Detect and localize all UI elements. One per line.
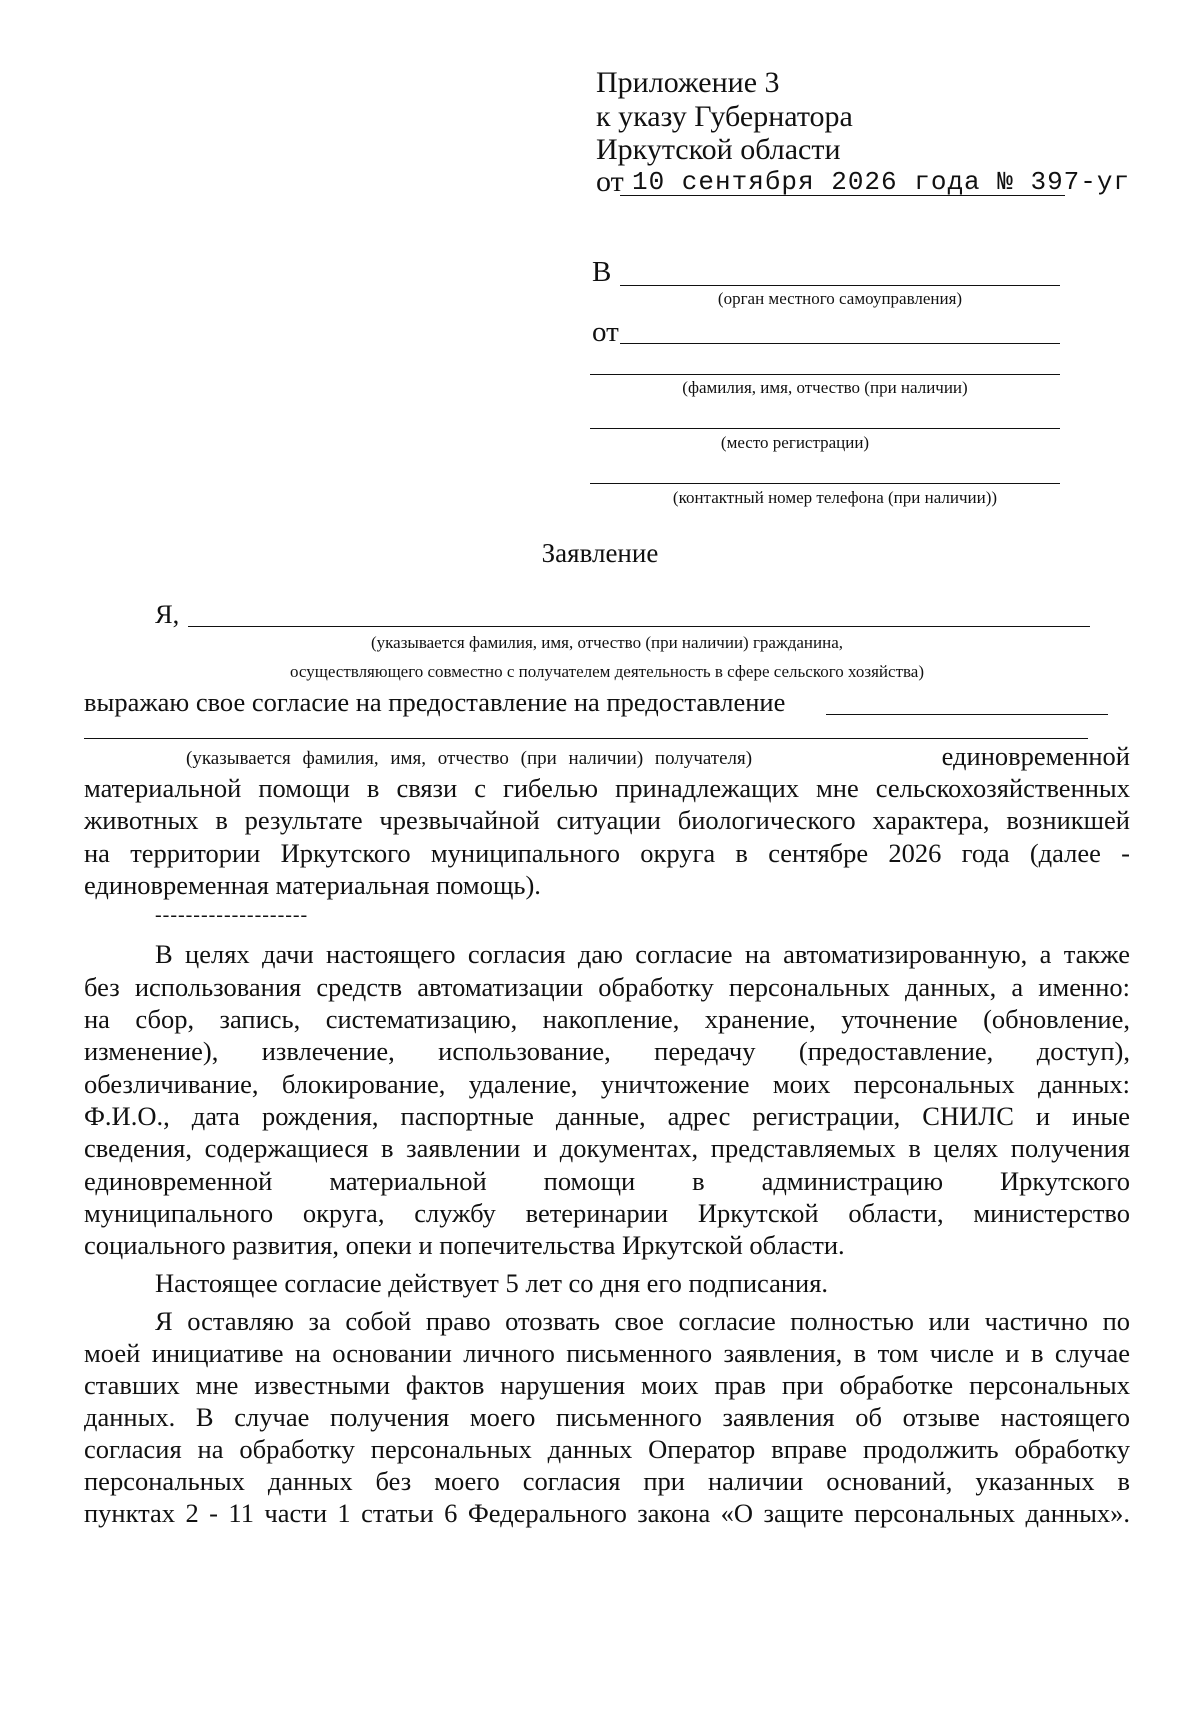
- appendix-date-value: 10 сентября 2026 года № 397-уг: [632, 167, 1131, 197]
- addressee-phone-field[interactable]: [590, 483, 1060, 484]
- declarant-name-field[interactable]: [188, 626, 1090, 627]
- addressee-to-caption: (орган местного самоуправления): [717, 289, 963, 308]
- addressee-name-field[interactable]: [590, 374, 1060, 375]
- paragraph2-line2: без использования средств автоматизации обработку персональных данных, а именно:: [84, 972, 1130, 1002]
- paragraph3: Настоящее согласие действует 5 лет со дня его подписания.: [155, 1268, 829, 1298]
- addressee-address-caption: (место регистрации): [720, 433, 870, 452]
- declarant-caption-line1: (указывается фамилия, имя, отчество (при наличии) гражданина,: [370, 633, 844, 652]
- paragraph2-line4: изменение), извлечение, использование, передачу (предоставление, доступ),: [84, 1036, 1130, 1066]
- addressee-address-field[interactable]: [590, 428, 1060, 429]
- paragraph4-line4: данных. В случае получения моего письменного заявления об отзыве настоящего: [84, 1402, 1130, 1432]
- paragraph2-line3: на сбор, запись, систематизацию, накопление, хранение, уточнение (обновление,: [84, 1004, 1130, 1034]
- recipient-name-field[interactable]: [826, 714, 1108, 715]
- paragraph2-line7: сведения, содержащиеся в заявлении и документах, представляемых в целях получения: [84, 1133, 1130, 1163]
- addressee-to-label: В: [592, 256, 612, 288]
- paragraph2-line5: обезличивание, блокирование, удаление, уничтожение моих персональных данных:: [84, 1069, 1130, 1099]
- document-title: Заявление: [541, 538, 659, 568]
- paragraph4-line5: согласия на обработку персональных данных Оператор вправе продолжить обработку: [84, 1434, 1130, 1464]
- paragraph1-line3: на территории Иркутского муниципального округа в сентябре 2026 года (далее -: [84, 838, 1130, 868]
- addressee-from-label: от: [592, 316, 619, 348]
- paragraph2-line9: муниципального округа, службу ветеринарии Иркутской области, министерство: [84, 1198, 1130, 1228]
- addressee-to-field[interactable]: [620, 285, 1060, 286]
- paragraph1-line4: единовременная материальная помощь).: [84, 870, 541, 900]
- paragraph4-line3: ставших мне известными фактов нарушения моих прав при обработке персональных: [84, 1370, 1130, 1400]
- appendix-date-underline: [620, 195, 1065, 196]
- paragraph2-line1: В целях дачи настоящего согласия даю согласие на автоматизированную, а также: [155, 939, 1130, 969]
- appendix-date-prefix: от: [596, 165, 624, 198]
- paragraph4-line2: моей инициативе на основании личного письменного заявления, в том числе и в случае: [84, 1338, 1130, 1368]
- paragraph2-line6: Ф.И.О., дата рождения, паспортные данные, адрес регистрации, СНИЛС и иные: [84, 1101, 1130, 1131]
- paragraph2-line10: социального развития, опеки и попечительства Иркутской области.: [84, 1230, 845, 1260]
- paragraph1-line1: материальной помощи в связи с гибелью принадлежащих мне сельскохозяйственных: [84, 773, 1130, 803]
- appendix-region: Иркутской области: [596, 133, 841, 166]
- addressee-from-field[interactable]: [620, 343, 1060, 344]
- addressee-phone-caption: (контактный номер телефона (при наличии)): [672, 488, 998, 507]
- consent-text: выражаю свое согласие на предоставление на предоставление: [84, 687, 786, 717]
- paragraph4-line6: персональных данных без моего согласия при наличии оснований, указанных в: [84, 1466, 1130, 1496]
- recipient-caption: (указывается фамилия, имя, отчество (при наличии) получателя): [186, 748, 753, 769]
- separator: --------------------: [155, 904, 309, 926]
- paragraph4-line1: Я оставляю за собой право отозвать свое согласие полностью или частично по: [155, 1306, 1130, 1336]
- appendix-number: Приложение 3: [596, 66, 780, 99]
- appendix-decree: к указу Губернатора: [596, 100, 853, 133]
- addressee-name-caption: (фамилия, имя, отчество (при наличии): [682, 378, 968, 397]
- paragraph4-line7: пунктах 2 - 11 части 1 статьи 6 Федерального закона «О защите персональных данных».: [84, 1498, 1130, 1528]
- paragraph2-line8: единовременной материальной помощи в администрацию Иркутского: [84, 1166, 1130, 1196]
- paragraph1-line2: животных в результате чрезвычайной ситуации биологического характера, возникшей: [84, 805, 1130, 835]
- recipient-continuation: единовременной: [941, 741, 1130, 771]
- recipient-name-field-line2[interactable]: [84, 738, 1088, 739]
- declarant-caption-line2: осуществляющего совместно с получателем деятельность в сфере сельского хозяйства): [289, 662, 925, 681]
- declarant-label: Я,: [155, 599, 180, 629]
